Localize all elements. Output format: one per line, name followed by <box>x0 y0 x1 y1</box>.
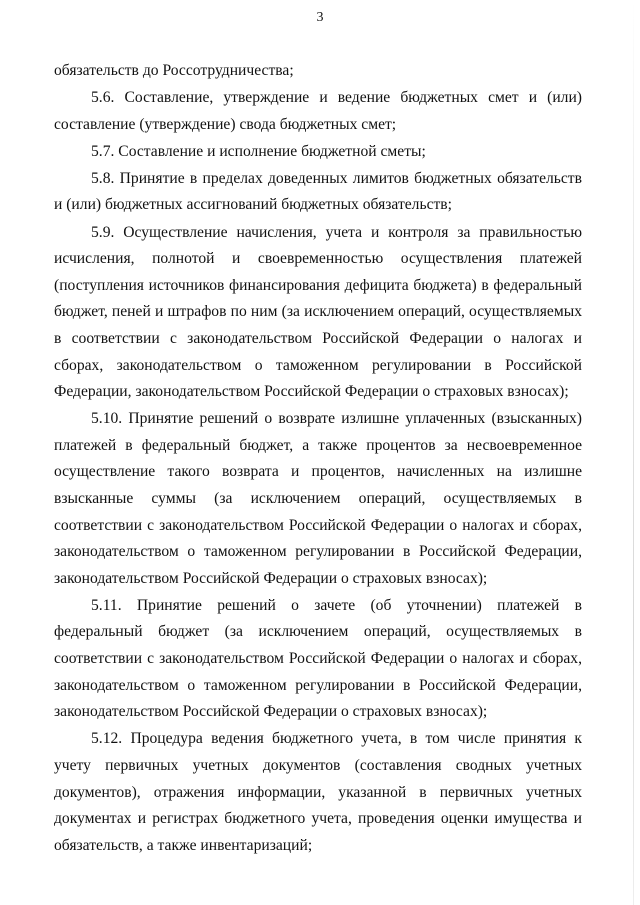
document-body <box>54 58 582 859</box>
paragraph-5-10: 5.10. Принятие решений о возврате излишне уплаченных (взысканных) платежей в федеральный бюджет, а также процентов за несвоевременное осуществление такого возврата и процентов, начисленных на излишне взысканные суммы (за исключением операций, осуществляемых в соответствии с законодательством Российской Федерации о налогах и сборах, законодательством о таможенном регулировании в Российской Федерации, законодательством Российской Федерации о страховых взносах); <box>54 410 582 587</box>
paragraph-5-9: 5.9. Осуществление начисления, учета и контроля за правильностью исчисления, полнотой и своевременностью осуществления платежей (поступления источников финансирования дефицита бюджета) в федеральный бюджет, пеней и штрафов по ним (за исключением операций, осуществляемых в соответствии с законодательством Российской Федерации о налогах и сборах, законодательством о таможенном регулировании в Российской Федерации, законодательством Российской Федерации о страховых взносах); <box>54 223 582 401</box>
scan-edge-shadow <box>633 0 634 905</box>
paragraph-5-7: 5.7. Составление и исполнение бюджетной сметы; <box>91 142 426 160</box>
paragraph-5-6: 5.6. Составление, утверждение и ведение бюджетных смет и (или) составление (утверждение) свода бюджетных смет; <box>54 89 582 133</box>
paragraph-5-12: 5.12. Процедура ведения бюджетного учета, в том числе принятия к учету первичных учетных документов (составления сводных учетных документов), отражения информации, указанной в первичных учетных документах и регистрах бюджетного учета, проведения оценки имущества и обязательств, а также инвентаризаций; <box>54 730 582 854</box>
page-number: 3 <box>316 10 324 25</box>
paragraph-5-11: 5.11. Принятие решений о зачете (об уточнении) платежей в федеральный бюджет (за исключением операций, осуществляемых в соответствии с законодательством Российской Федерации о налогах и сборах, законодательством о таможенном регулировании в Российской Федерации, законодательством Российской Федерации о страховых взносах); <box>54 596 582 721</box>
paragraph-5-8: 5.8. Принятие в пределах доведенных лимитов бюджетных обязательств и (или) бюджетных ассигнований бюджетных обязательств; <box>54 169 582 214</box>
paragraph-5-5-continuation: обязательств до Россотрудничества; <box>54 62 294 79</box>
